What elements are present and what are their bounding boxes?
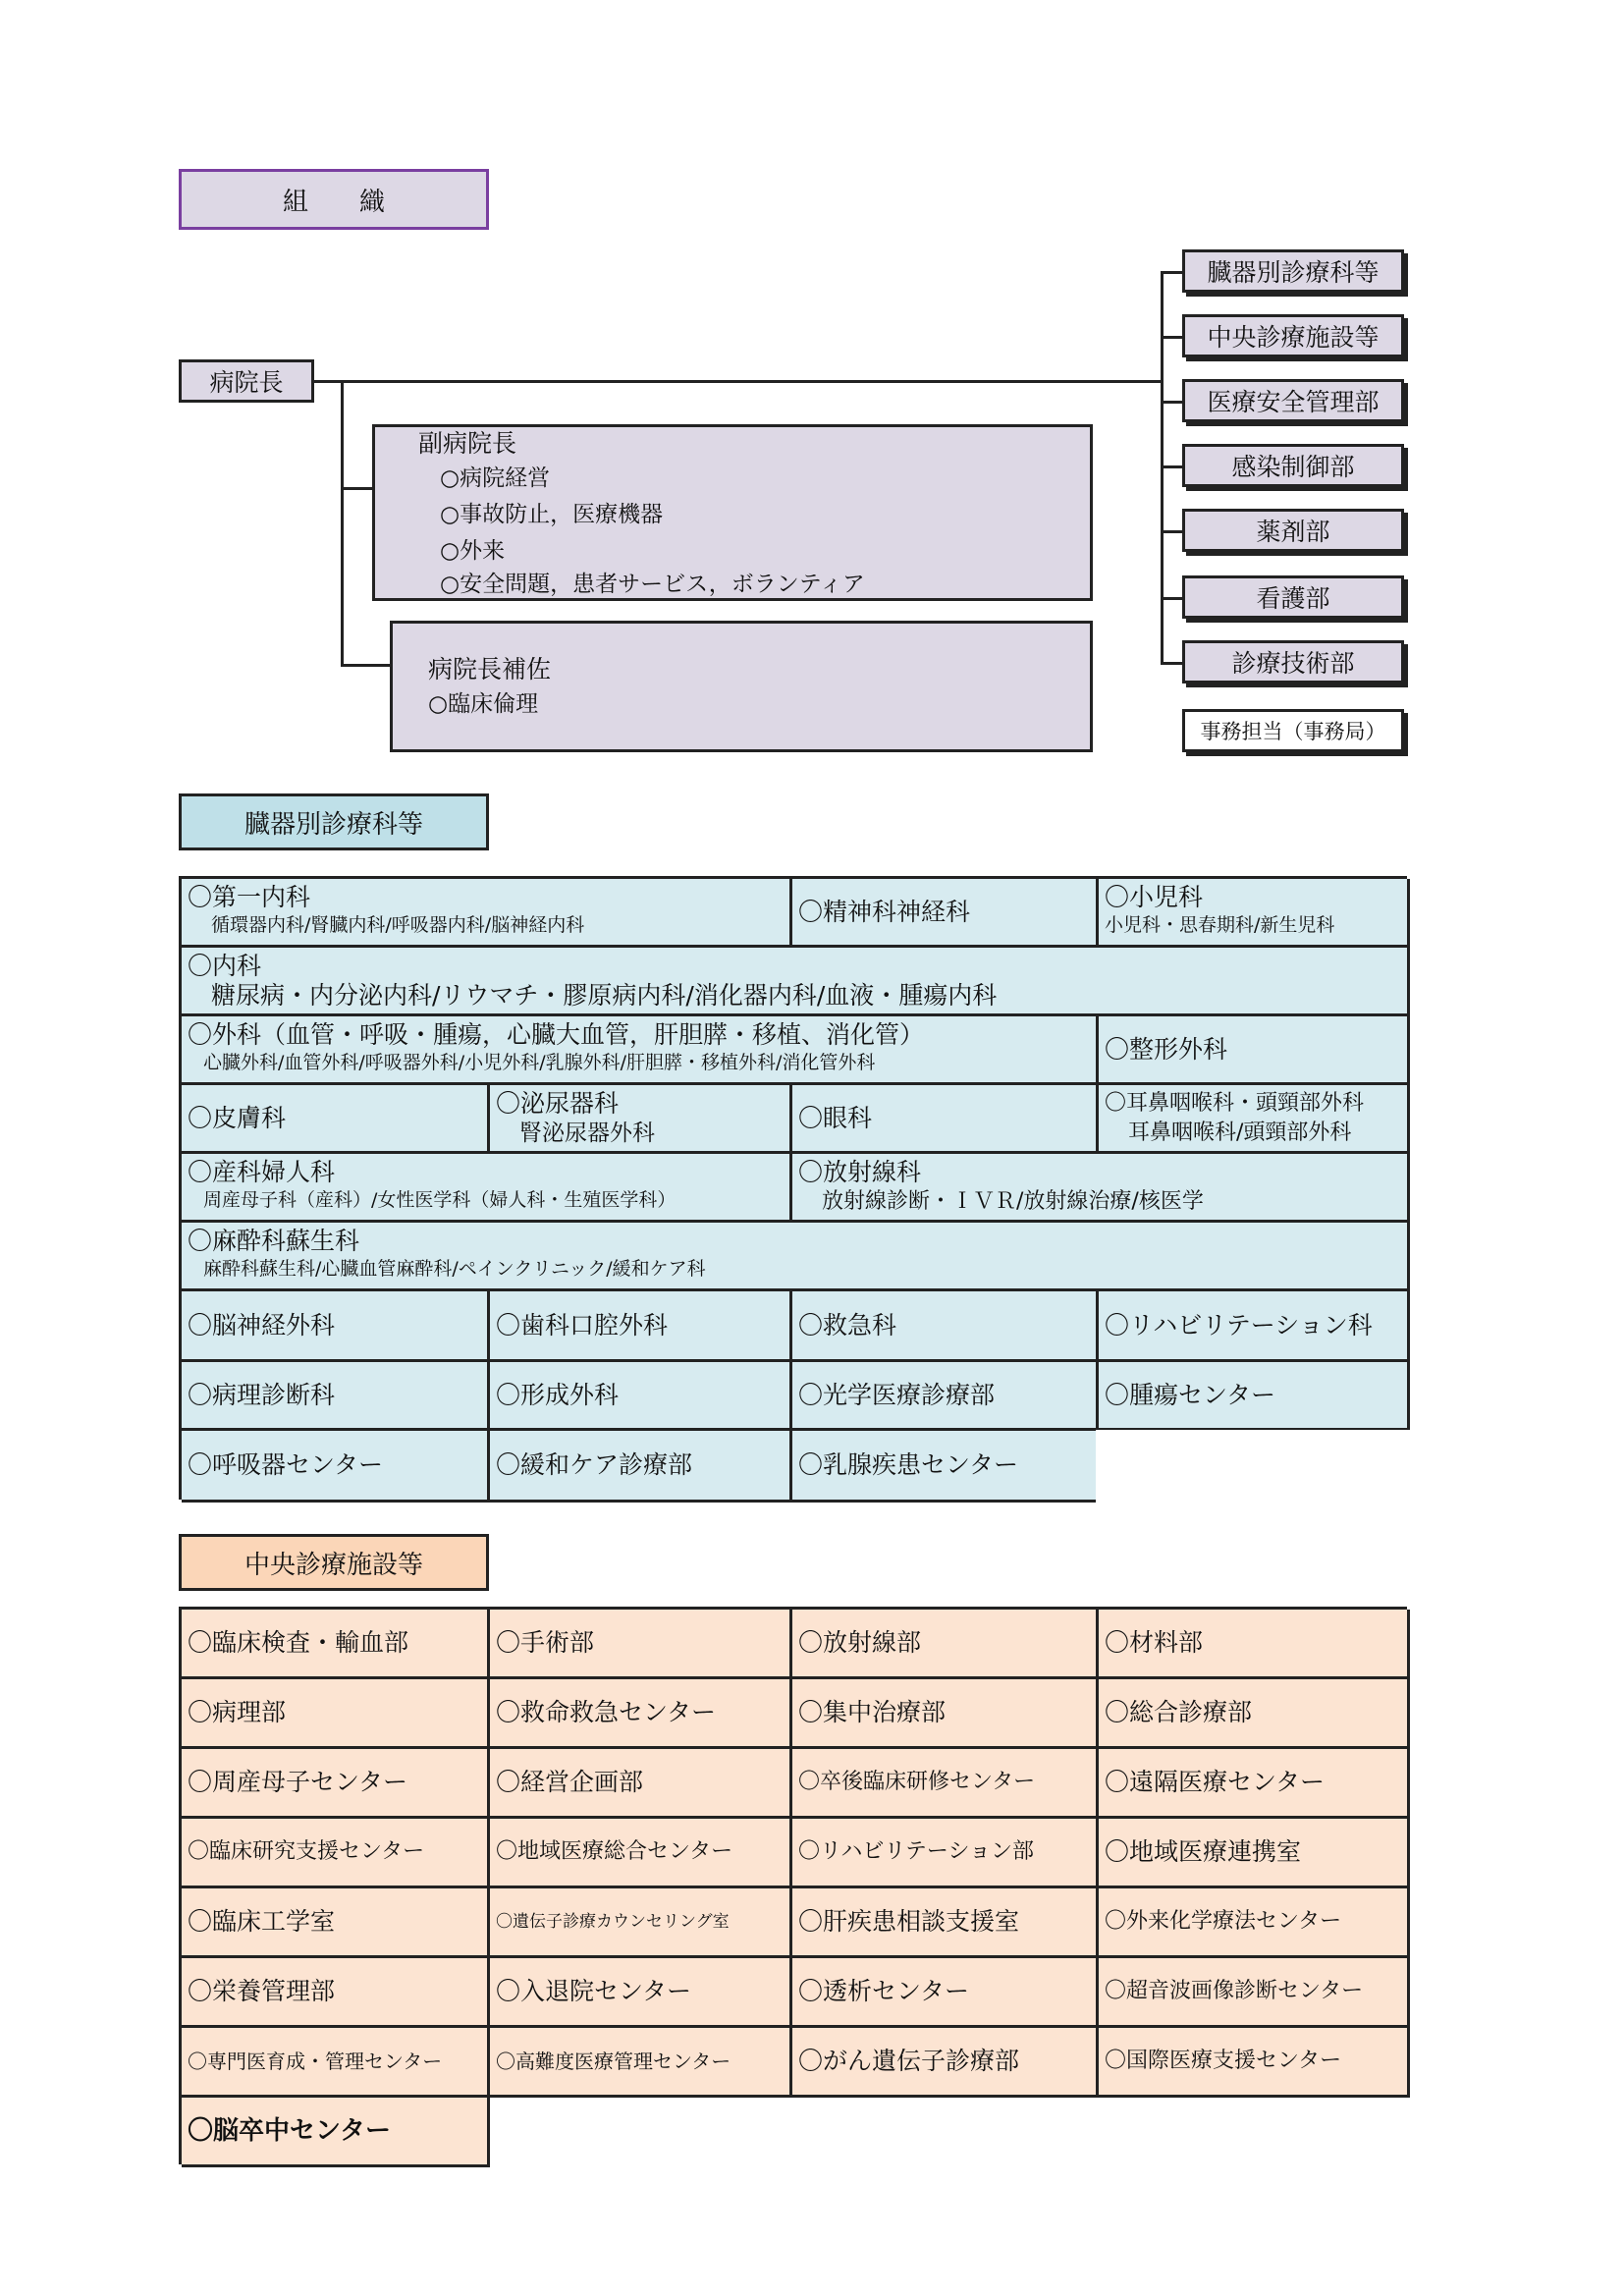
dept-cell: [182, 1016, 1099, 1085]
facility-title: 〇病理部: [188, 1698, 287, 1726]
central-section-title-text: 中央診療施設等: [244, 1550, 423, 1580]
unit-label: 薬剤部: [1256, 518, 1330, 546]
dept-cell: [490, 1291, 792, 1362]
facility-title: 〇総合診療部: [1105, 1698, 1253, 1726]
facility-title: 〇卒後臨床研修センター: [798, 1770, 1036, 1794]
connector-unit-2: [1161, 336, 1182, 339]
facility-title: 〇臨床工学室: [188, 1907, 336, 1936]
connector-unit-6: [1161, 597, 1182, 600]
dept-sub: 循環器内科/腎臓内科/呼吸器内科/脳神経内科: [211, 914, 585, 936]
connector-unit-4: [1161, 465, 1182, 468]
dept-cell: [182, 879, 792, 948]
page-title-text: 組 織: [282, 187, 385, 217]
page-title: [179, 169, 489, 230]
dept-cell: [182, 1291, 490, 1362]
dept-title: 〇眼科: [798, 1103, 873, 1132]
dept-cell: [490, 1362, 792, 1431]
dept-cell: [792, 1362, 1099, 1431]
dept-title: 〇泌尿器科: [496, 1089, 620, 1118]
dept-cell: [1099, 879, 1410, 948]
facility-cell: [182, 2098, 490, 2167]
dept-title: 〇外科（血管・呼吸・腫瘍，心臓大血管，肝胆膵・移植、消化管）: [188, 1020, 925, 1049]
facility-cell: [182, 2028, 490, 2098]
dept-sub: 周産母子科（産科）/女性医学科（婦人科・生殖医学科）: [203, 1189, 677, 1211]
facility-cell: [490, 1679, 792, 1749]
facility-cell: [182, 1749, 490, 1819]
dept-title: 〇麻酔科蘇生科: [188, 1227, 360, 1255]
dept-sub: 腎泌尿器外科: [519, 1121, 655, 1146]
facility-cell: [182, 1679, 490, 1749]
dept-title: 〇緩和ケア診療部: [496, 1450, 693, 1479]
unit-infection: [1182, 444, 1404, 487]
dept-title: 〇内科: [188, 952, 262, 980]
connector-to-assistant: [341, 664, 390, 667]
facility-title: 〇救命救急センター: [496, 1698, 717, 1726]
organ-section-title-text: 臓器別診療科等: [244, 809, 423, 840]
facility-title: 〇外来化学療法センター: [1105, 1909, 1342, 1934]
facility-cell: [182, 1958, 490, 2028]
dept-cell: [490, 1431, 792, 1503]
dept-title: 〇形成外科: [496, 1380, 620, 1409]
dept-sub: 放射線診断・ＩＶＲ/放射線治療/核医学: [822, 1189, 1204, 1214]
facility-title: 〇国際医療支援センター: [1105, 2049, 1342, 2073]
facility-title: 〇透析センター: [798, 1977, 970, 2005]
unit-medtech: [1182, 640, 1404, 683]
vice-director-item: ○病院経営: [440, 465, 551, 491]
vice-director-item: ○安全問題，患者サービス，ボランティア: [440, 572, 865, 597]
unit-label: 看護部: [1256, 584, 1330, 613]
dept-title: 〇病理診断科: [188, 1380, 336, 1409]
dept-title: 〇小児科: [1105, 883, 1204, 911]
facility-title: 〇臨床検査・輸血部: [188, 1628, 409, 1657]
dept-title: 〇精神科神経科: [798, 897, 971, 926]
unit-organ: [1182, 249, 1404, 293]
dept-cell: [1099, 1085, 1410, 1154]
facility-cell: [792, 1819, 1099, 1888]
dept-title: 〇脳神経外科: [188, 1310, 336, 1339]
facility-cell: [1099, 1958, 1410, 2028]
facility-title: 〇周産母子センター: [188, 1768, 408, 1796]
connector-unit-1: [1161, 271, 1182, 274]
dept-title: 〇耳鼻咽喉科・頭頸部外科: [1105, 1091, 1365, 1116]
facility-title: 〇高難度医療管理センター: [496, 2050, 731, 2073]
dept-title: 〇光学医療診療部: [798, 1380, 996, 1409]
facility-title: 〇臨床研究支援センター: [188, 1839, 425, 1864]
facility-cell: [792, 1610, 1099, 1679]
connector-to-vice: [341, 487, 372, 490]
facility-title: 〇栄養管理部: [188, 1977, 336, 2005]
facility-cell: [490, 1749, 792, 1819]
facility-title: 〇リハビリテーション部: [798, 1839, 1035, 1864]
dept-cell: [1099, 1016, 1410, 1085]
unit-label: 事務担当（事務局）: [1200, 720, 1386, 743]
facility-cell: [1099, 2028, 1410, 2098]
dept-cell: [182, 1362, 490, 1431]
dept-sub: 心臓外科/血管外科/呼吸器外科/小児外科/乳腺外科/肝胆膵・移植外科/消化管外科: [203, 1052, 876, 1073]
dept-sub: 麻酔科蘇生科/心臓血管麻酔科/ペインクリニック/緩和ケア科: [203, 1258, 706, 1280]
organ-department-grid: [179, 876, 1407, 1500]
unit-safety: [1182, 379, 1404, 422]
dept-title: 〇救急科: [798, 1310, 897, 1339]
dept-cell: [182, 948, 1410, 1016]
facility-cell: [182, 1610, 490, 1679]
facility-title: 〇材料部: [1105, 1628, 1204, 1657]
facility-cell: [792, 1679, 1099, 1749]
dept-title: 〇整形外科: [1105, 1034, 1228, 1064]
vice-director-box: [372, 424, 1093, 601]
facility-cell: [490, 1888, 792, 1958]
dept-cell: [182, 1223, 1410, 1291]
facility-title: 〇手術部: [496, 1628, 595, 1657]
facility-title: 〇集中治療部: [798, 1698, 947, 1726]
facility-title: 〇専門医育成・管理センター: [188, 2050, 443, 2073]
connector-main-horizontal: [314, 380, 1161, 383]
dept-sub: 小児科・思春期科/新生児科: [1105, 914, 1335, 936]
facility-title: 〇超音波画像診断センター: [1105, 1979, 1364, 2003]
dept-title: 〇呼吸器センター: [188, 1450, 384, 1479]
unit-pharmacy: [1182, 509, 1404, 552]
connector-unit-3: [1161, 401, 1182, 404]
unit-label: 中央診療施設等: [1207, 323, 1380, 352]
facility-cell: [490, 1958, 792, 2028]
dept-title: 〇産科婦人科: [188, 1158, 336, 1186]
unit-label: 医療安全管理部: [1207, 388, 1380, 416]
facility-cell: [1099, 1749, 1410, 1819]
facility-title: 〇地域医療連携室: [1105, 1837, 1302, 1866]
dept-title: 〇歯科口腔外科: [496, 1310, 669, 1339]
director-box: [179, 359, 314, 403]
connector-unit-5: [1161, 530, 1182, 533]
dept-title: 〇皮膚科: [188, 1103, 287, 1132]
vice-director-title: 副病院長: [418, 429, 517, 458]
dept-title: 〇乳腺疾患センター: [798, 1450, 1019, 1479]
facility-cell: [1099, 1819, 1410, 1888]
dept-cell: [182, 1085, 490, 1154]
unit-label: 臓器別診療科等: [1207, 258, 1380, 287]
unit-nursing: [1182, 575, 1404, 619]
facility-cell: [490, 1610, 792, 1679]
facility-title: 〇地域医療総合センター: [496, 1839, 733, 1864]
facility-cell: [792, 2028, 1099, 2098]
dept-cell: [792, 1154, 1410, 1223]
facility-title: 〇放射線部: [798, 1628, 922, 1657]
organ-grid-empty-area: [1096, 1430, 1420, 1508]
facility-title: 〇経営企画部: [496, 1768, 644, 1796]
facility-cell: [1099, 1888, 1410, 1958]
assistant-title: 病院長補佐: [428, 655, 552, 683]
dept-sub: 糖尿病・内分泌内科/リウマチ・膠原病内科/消化器内科/血液・腫瘍内科: [211, 981, 998, 1010]
facility-cell: [490, 2028, 792, 2098]
vice-director-item: ○事故防止，医療機器: [440, 502, 664, 527]
assistant-item: ○臨床倫理: [428, 691, 539, 717]
facility-cell: [792, 1749, 1099, 1819]
central-facility-grid: [179, 1607, 1407, 2164]
vice-director-item: ○外来: [440, 538, 506, 564]
dept-title: 〇第一内科: [188, 883, 311, 911]
facility-cell: [1099, 1679, 1410, 1749]
dept-cell: [182, 1431, 490, 1503]
dept-cell: [792, 1085, 1099, 1154]
dept-cell: [490, 1085, 792, 1154]
facility-title: 〇遺伝子診療カウンセリング室: [496, 1912, 730, 1932]
dept-cell: [1099, 1291, 1410, 1362]
unit-label: 感染制御部: [1231, 453, 1355, 481]
dept-title: 〇腫瘍センター: [1105, 1380, 1276, 1409]
director-label: 病院長: [209, 368, 284, 397]
facility-title: 〇入退院センター: [496, 1977, 692, 2005]
dept-cell: [792, 1291, 1099, 1362]
connector-unit-7: [1161, 662, 1182, 665]
connector-left-vertical: [341, 380, 344, 665]
dept-cell: [182, 1154, 792, 1223]
unit-central: [1182, 314, 1404, 357]
facility-title: 〇遠隔医療センター: [1105, 1768, 1326, 1796]
assistant-box: [390, 621, 1093, 752]
unit-admin: [1182, 709, 1404, 752]
central-grid-empty-area: [490, 2098, 1423, 2176]
facility-title: 〇脳卒中センター: [188, 2116, 391, 2146]
central-section-title: [179, 1534, 489, 1591]
dept-sub: 耳鼻咽喉科/頭頸部外科: [1128, 1121, 1352, 1145]
unit-label: 診療技術部: [1231, 649, 1355, 678]
facility-cell: [182, 1819, 490, 1888]
dept-title: 〇リハビリテーション科: [1105, 1310, 1373, 1339]
facility-cell: [182, 1888, 490, 1958]
dept-title: 〇放射線科: [798, 1158, 922, 1186]
dept-cell: [792, 879, 1099, 948]
dept-cell: [792, 1431, 1099, 1503]
facility-title: 〇がん遺伝子診療部: [798, 2047, 1020, 2075]
facility-cell: [1099, 1610, 1410, 1679]
facility-title: 〇肝疾患相談支援室: [798, 1907, 1020, 1936]
facility-cell: [490, 1819, 792, 1888]
facility-cell: [792, 1888, 1099, 1958]
dept-cell: [1099, 1362, 1410, 1431]
facility-cell: [792, 1958, 1099, 2028]
organ-section-title: [179, 793, 489, 850]
